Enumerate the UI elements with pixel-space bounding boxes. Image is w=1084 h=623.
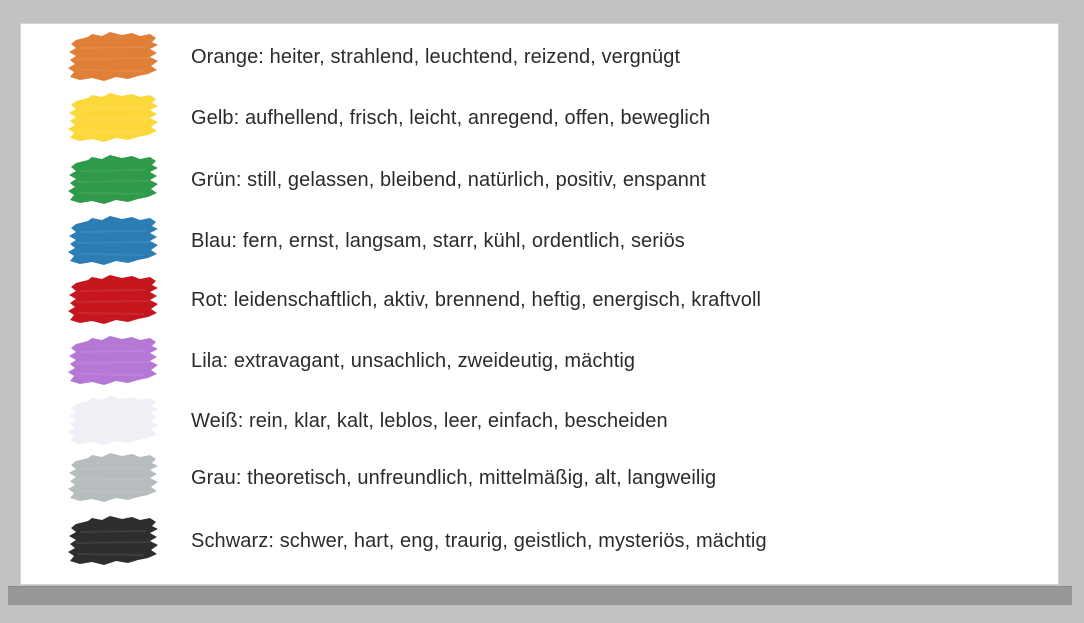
brush-texture-line [78,313,144,314]
color-description: Rot: leidenschaftlich, aktiv, brennend, heftig, energisch, kraftvoll [191,289,762,311]
color-row-red [66,271,966,331]
brush-texture-line [80,468,146,469]
paint-stroke-blue-shape [68,216,158,265]
brush-texture-line [80,108,146,109]
paint-stroke-yellow-icon [66,89,161,149]
color-row-black [66,512,966,572]
brush-texture-line [78,374,144,375]
color-row-blue [66,212,966,272]
paint-stroke-black-shape [68,516,158,565]
color-description: Weiß: rein, klar, kalt, leblos, leer, einfach, bescheiden [191,410,668,432]
color-row-yellow [66,89,966,149]
paint-stroke-orange-icon [66,28,161,88]
brush-texture-line [78,70,144,71]
brush-texture-line [76,362,150,363]
paint-stroke-gray-icon [66,449,161,509]
paint-stroke-red-shape [68,275,158,324]
color-row-white [66,392,966,452]
paint-stroke-gray-shape [68,453,158,502]
brush-texture-line [80,290,146,291]
brush-texture-line [80,531,146,532]
brush-texture-line [80,411,146,412]
brush-texture-line [78,131,144,132]
paint-stroke-orange-shape [68,32,158,81]
color-description: Gelb: aufhellend, frisch, leicht, anregend, offen, beweglich [191,107,711,129]
color-description: Blau: fern, ernst, langsam, starr, kühl, ordentlich, seriös [191,230,685,252]
brush-texture-line [78,254,144,255]
brush-texture-line [80,47,146,48]
paint-stroke-white-shape [68,396,158,445]
brush-texture-line [76,479,150,480]
brush-texture-line [78,193,144,194]
color-row-purple [66,332,966,392]
color-row-green [66,151,966,211]
brush-texture-line [78,491,144,492]
color-description: Orange: heiter, strahlend, leuchtend, reizend, vergnügt [191,46,681,68]
brush-texture-line [80,351,146,352]
brush-texture-line [78,554,144,555]
paint-stroke-red-icon [66,271,161,331]
color-description: Lila: extravagant, unsachlich, zweideutig, mächtig [191,350,636,372]
color-row-orange [66,28,966,88]
paint-stroke-purple-icon [66,332,161,392]
brush-texture-line [76,58,150,59]
color-description: Schwarz: schwer, hart, eng, traurig, geistlich, mysteriös, mächtig [191,530,767,552]
brush-texture-line [76,181,150,182]
brush-texture-line [76,242,150,243]
brush-texture-line [76,422,150,423]
paint-stroke-yellow-shape [68,93,158,142]
brush-texture-line [76,301,150,302]
color-description: Grau: theoretisch, unfreundlich, mittelmäßig, alt, langweilig [191,467,717,489]
brush-texture-line [76,119,150,120]
color-row-gray [66,449,966,509]
paint-stroke-green-icon [66,151,161,211]
paint-stroke-green-shape [68,155,158,204]
brush-texture-line [76,542,150,543]
paint-stroke-purple-shape [68,336,158,385]
brush-texture-line [80,170,146,171]
paint-stroke-blue-icon [66,212,161,272]
color-description: Grün: still, gelassen, bleibend, natürlich, positiv, enspannt [191,169,706,191]
paint-stroke-white-icon [66,392,161,452]
brush-texture-line [78,434,144,435]
brush-texture-line [80,231,146,232]
paint-stroke-black-icon [66,512,161,572]
